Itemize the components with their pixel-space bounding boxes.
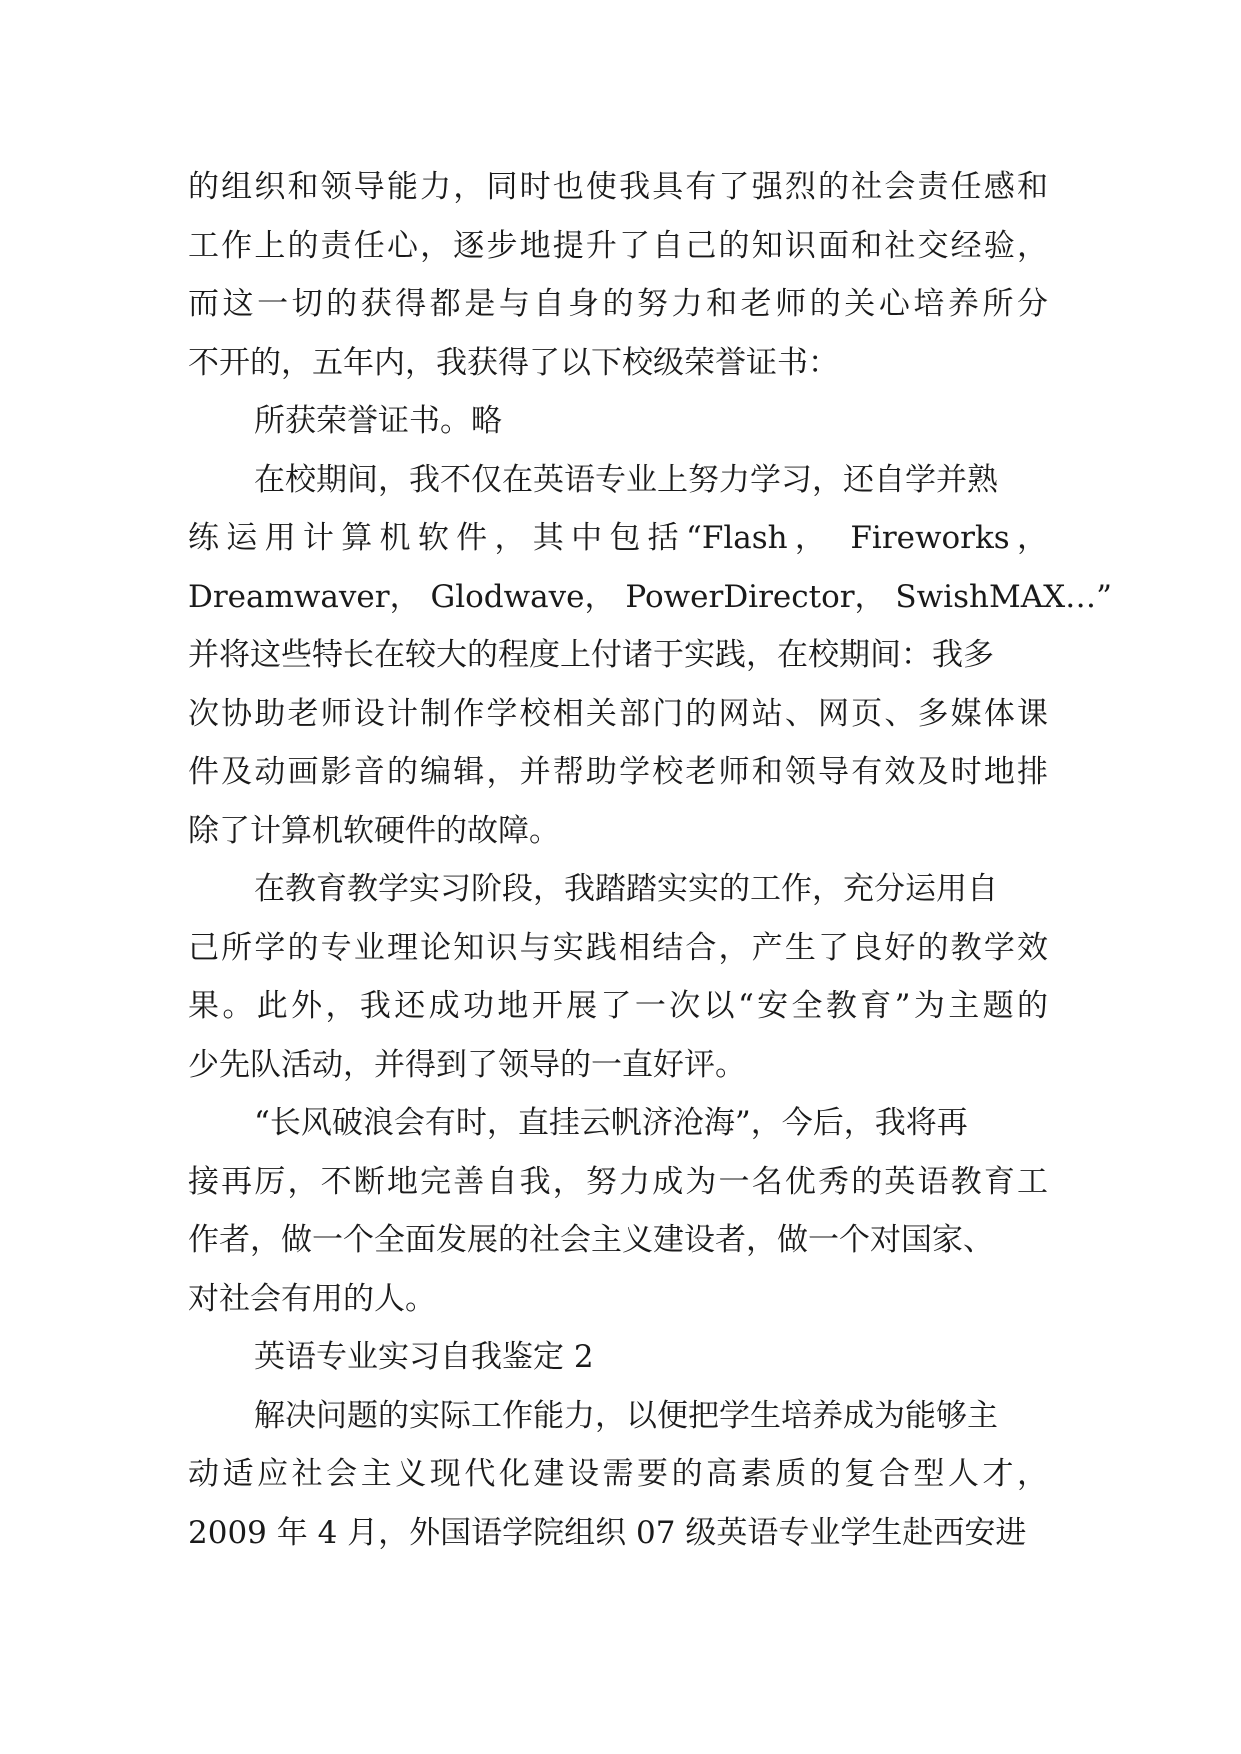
text-line: 接再厉，不断地完善自我，努力成为一名优秀的英语教育工 [188,1163,1048,1200]
text-line: “长风破浪会有时，直挂云帆济沧海”，今后，我将再 [254,1105,968,1141]
text-line: 果。此外，我还成功地开展了一次以“安全教育”为主题的 [188,988,1048,1024]
text-line: 除了计算机软硬件的故障。 [188,812,560,849]
text-line: 作者，做一个全面发展的社会主义建设者，做一个对国家、 [188,1222,994,1258]
text-line: 而这一切的获得都是与自身的努力和老师的关心培养所分 [188,286,1048,322]
text-line: 在教育教学实习阶段，我踏踏实实的工作，充分运用自 [254,871,998,907]
text-line: 少先队活动，并得到了领导的一直好评。 [188,1046,746,1083]
text-line: 不开的，五年内，我获得了以下校级荣誉证书： [188,344,839,381]
text-line: 在校期间，我不仅在英语专业上努力学习，还自学并熟 [254,461,998,498]
text-line: 练运用计算机软件，其中包括“Flash， Fireworks， [188,520,1048,556]
text-line: 次协助老师设计制作学校相关部门的网站、网页、多媒体课 [188,695,1048,732]
text-line: 2009 年 4 月，外国语学院组织 07 级英语专业学生赴西安进 [188,1514,1027,1551]
document-body [188,158,1113,1562]
text-line: 的组织和领导能力，同时也使我具有了强烈的社会责任感和 [188,169,1048,205]
section-heading: 英语专业实习自我鉴定 2 [254,1339,594,1375]
text-line: 所获荣誉证书。略 [254,403,502,439]
text-line: 动适应社会主义现代化建设需要的高素质的复合型人才， [188,1456,1048,1492]
text-line: 工作上的责任心，逐步地提升了自己的知识面和社交经验， [188,227,1048,264]
text-line: 对社会有用的人。 [188,1280,436,1317]
text-line: 己所学的专业理论知识与实践相结合，产生了良好的教学效 [188,929,1048,966]
text-line: 解决问题的实际工作能力，以便把学生培养成为能够主 [254,1397,998,1434]
text-line: 并将这些特长在较大的程度上付诸于实践，在校期间：我多 [188,637,994,673]
text-line: 件及动画影音的编辑，并帮助学校老师和领导有效及时地排 [188,754,1048,790]
text-line: Dreamwaver， Glodwave， PowerDirector， SwishMAX…” [188,578,1113,615]
